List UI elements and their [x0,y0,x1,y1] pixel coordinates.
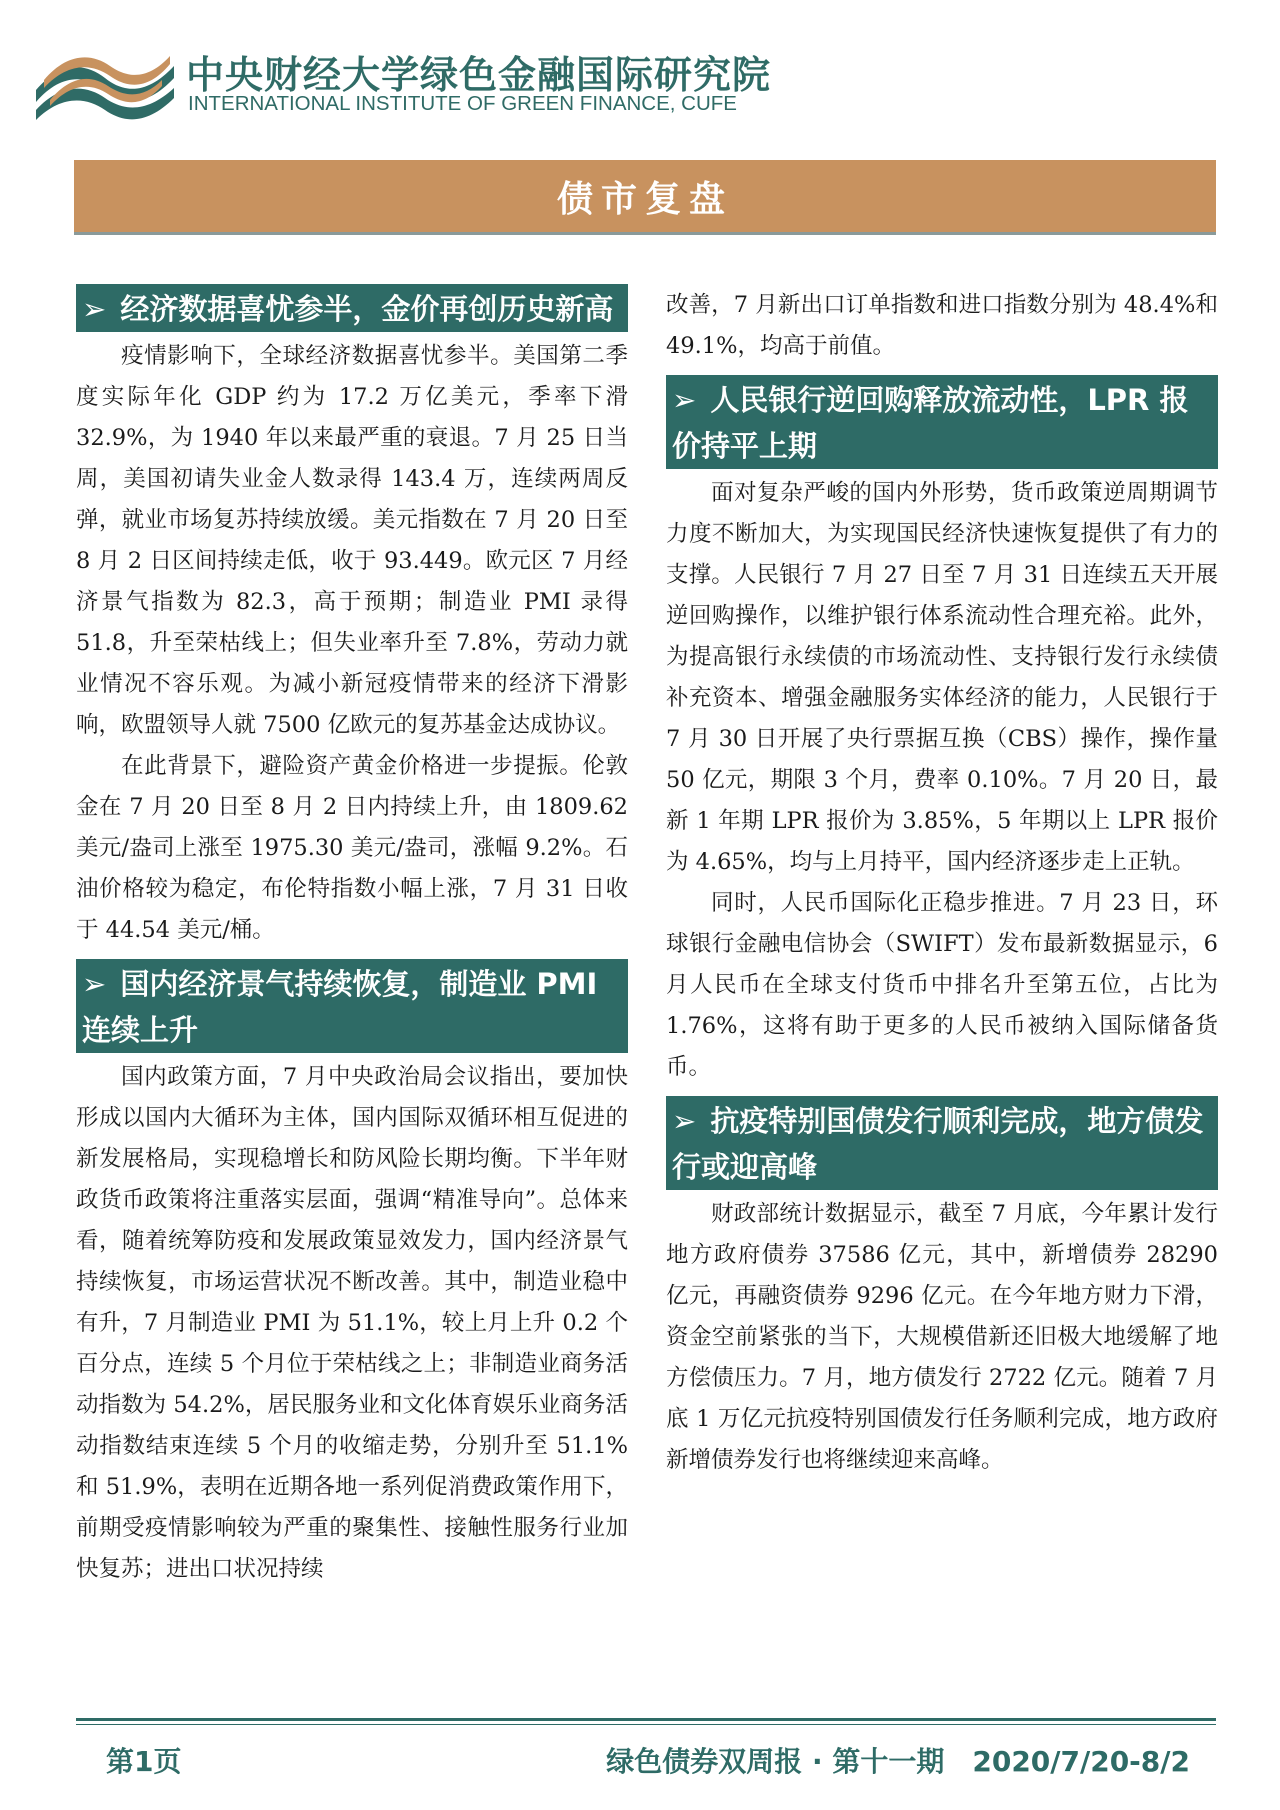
arrow-marker-icon: ➢ [82,292,107,326]
right-column [666,285,1218,1481]
paragraph: 同时，人民币国际化正稳步推进。7 月 23 日，环球银行金融电信协会（SWIFT）发布最新数据显示，6 月人民币在全球支付货币中排名升至第五位，占比为 1.76%，这将有助于更多的人民币被纳入国际储备货币。 [666,890,1218,1080]
page-footer [76,1740,1216,1790]
paragraph: 国内政策方面，7 月中央政治局会议指出，要加快形成以国内大循环为主体，国内国际双循环相互促进的新发展格局，实现稳增长和防风险长期均衡。下半年财政货币政策将注重落实层面，强调“精准导向”。总体来看，随着统筹防疫和发展政策显效发力，国内经济景气持续恢复，市场运营状况不断改善。其中，制造业稳中有升，7 月制造业 PMI 为 51.1%，较上月上升 0.2 个百分点，连续 5 个月位于荣枯线之上；非制造业商务活动指数为 54.2%，居民服务业和文化体育娱乐业商务活动指数结束连续 5 个月的收缩走势，分别升至 51.1%和 51.9%，表明在近期各地一系列促消费政策作用下，前期受疫情影响较为严重的聚集性、接触性服务行业加快复苏；进出口状况持续 [76,1064,628,1582]
arrow-marker-icon: ➢ [82,967,107,1001]
section-heading: ➢ 经济数据喜忧参半，金价再创历史新高 [76,284,628,332]
org-name-en: INTERNATIONAL INSTITUTE OF GREEN FINANCE, CUFE [188,92,737,115]
footer-divider-thin [76,1724,1216,1725]
section-heading: ➢ 抗疫特别国债发行顺利完成，地方债发行或迎高峰 [666,1096,1218,1190]
arrow-marker-icon: ➢ [672,1104,697,1138]
page-number: 第1页 [106,1745,182,1778]
issue-label: 绿色债券双周报 · 第十一期 2020/7/20-8/2 [606,1745,1190,1778]
org-name-cn: 中央财经大学绿色金融国际研究院 [186,53,772,97]
page-header [30,40,790,130]
paragraph: 在此背景下，避险资产黄金价格进一步提振。伦敦金在 7 月 20 日至 8 月 2 日内持续上升，由 1809.62 美元/盎司上涨至 1975.30 美元/盎司，涨幅 9.2%。石油价格较为稳定，布伦特指数小幅上涨，7 月 31 日收于 44.54 美元/桶。 [76,753,628,943]
page-title-band [74,160,1216,235]
paragraph: 面对复杂严峻的国内外形势，货币政策逆周期调节力度不断加大，为实现国民经济快速恢复提供了有力的支撑。人民银行 7 月 27 日至 7 月 31 日连续五天开展逆回购操作，以维护银行体系流动性合理充裕。此外，为提高银行永续债的市场流动性、支持银行发行永续债补充资本、增强金融服务实体经济的能力，人民银行于 7 月 30 日开展了央行票据互换（CBS）操作，操作量 50 亿元，期限 3 个月，费率 0.10%。7 月 20 日，最新 1 年期 LPR 报价为 3.85%，5 年期以上 LPR 报价为 4.65%，均与上月持平，国内经济逐步走上正轨。 [666,480,1218,875]
section-heading: ➢ 人民银行逆回购释放流动性，LPR 报价持平上期 [666,375,1218,469]
paragraph-continued: 改善，7 月新出口订单指数和进口指数分别为 48.4%和 49.1%，均高于前值。 [666,292,1218,359]
left-column [76,284,628,1590]
section-heading: ➢ 国内经济景气持续恢复，制造业 PMI 连续上升 [76,959,628,1053]
footer-divider [76,1718,1216,1721]
paragraph: 财政部统计数据显示，截至 7 月底，今年累计发行地方政府债券 37586 亿元，其中，新增债券 28290 亿元，再融资债券 9296 亿元。在今年地方财力下滑，资金空前紧张的当下，大规模借新还旧极大地缓解了地方偿债压力。7 月，地方债发行 2722 亿元。随着 7 月底 1 万亿元抗疫特别国债发行任务顺利完成，地方政府新增债券发行也将继续迎来高峰。 [666,1201,1218,1473]
wave-logo-icon [30,40,180,126]
paragraph: 疫情影响下，全球经济数据喜忧参半。美国第二季度实际年化 GDP 约为 17.2 万亿美元，季率下滑 32.9%，为 1940 年以来最严重的衰退。7 月 25 日当周，美国初请失业金人数录得 143.4 万，连续两周反弹，就业市场复苏持续放缓。美元指数在 7 月 20 日至 8 月 2 日区间持续走低，收于 93.449。欧元区 7 月经济景气指数为 82.3，高于预期；制造业 PMI 录得 51.8，升至荣枯线上；但失业率升至 7.8%，劳动力就业情况不容乐观。为减小新冠疫情带来的经济下滑影响，欧盟领导人就 7500 亿欧元的复苏基金达成协议。 [76,343,628,738]
page-title: 债市复盘 [556,178,733,220]
arrow-marker-icon: ➢ [672,383,697,417]
